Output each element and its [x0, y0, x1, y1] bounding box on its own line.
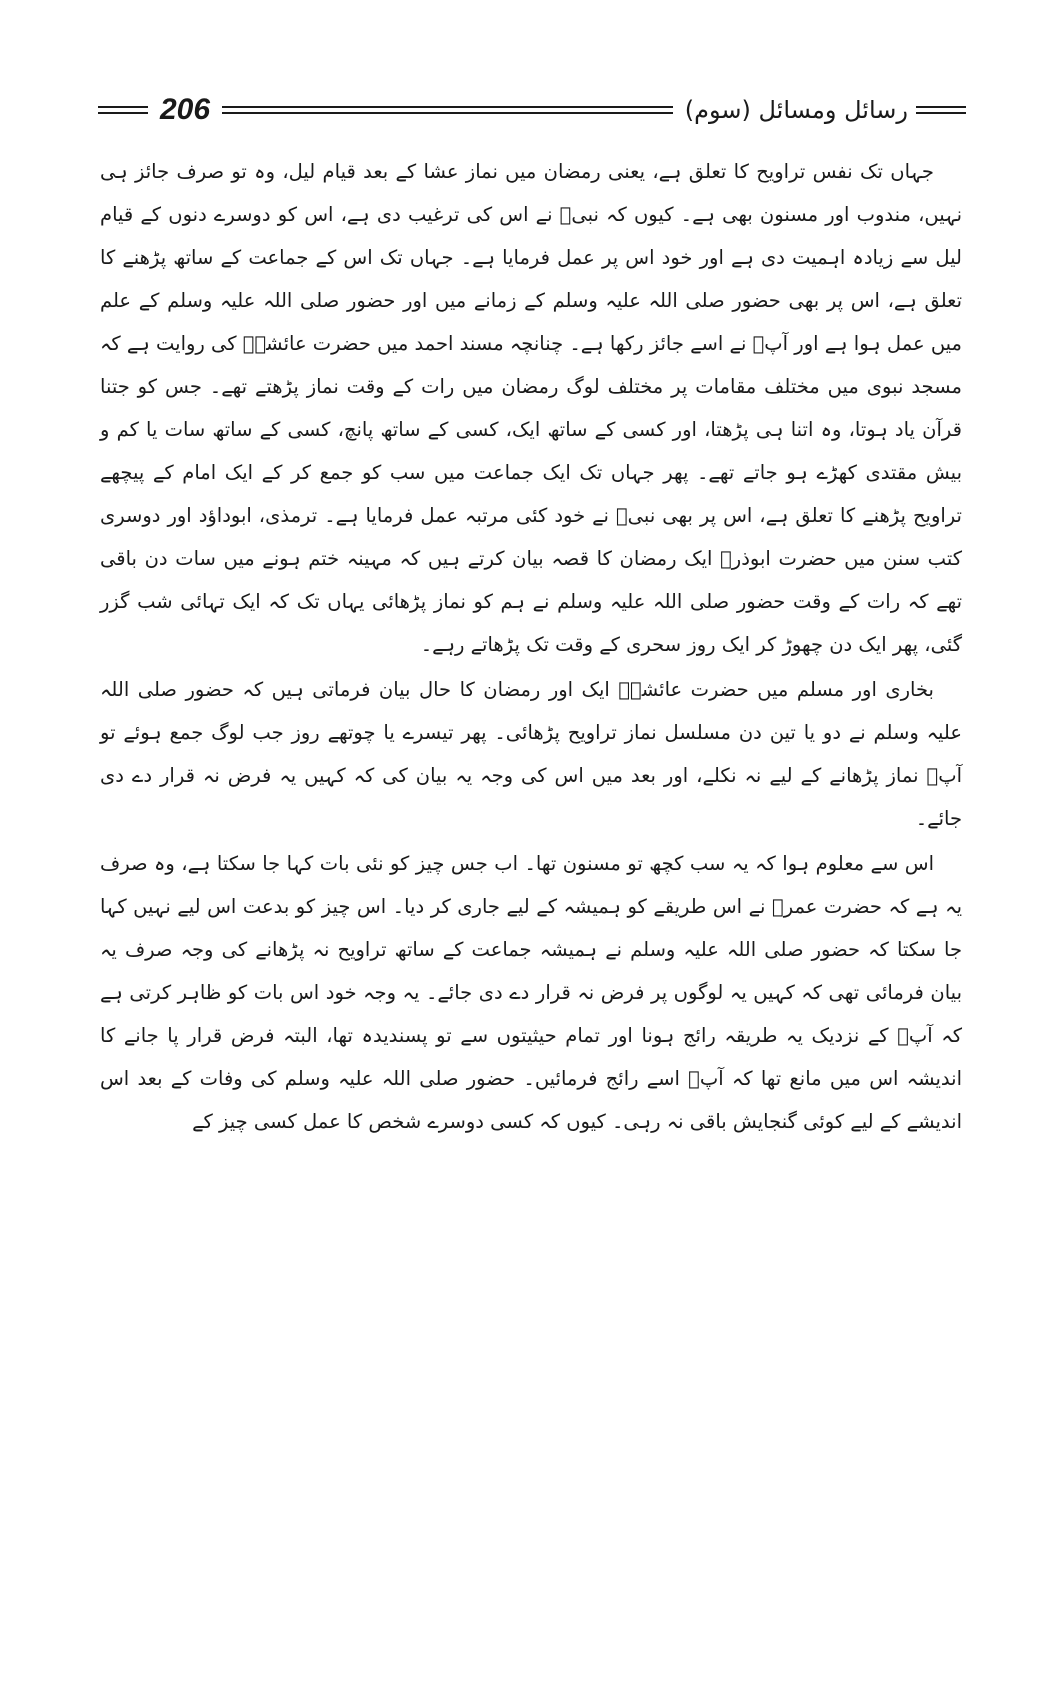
book-title: رسائل ومسائل (سوم) [684, 96, 908, 124]
body-text [100, 150, 962, 1145]
paragraph: اس سے معلوم ہوا کہ یہ سب کچھ تو مسنون تھا۔ اب جس چیز کو نئی بات کہا جا سکتا ہے، وہ صرف یہ ہے کہ حضرت عمرؓ نے اس طریقے کو ہمیشہ کے لیے جاری کر دیا۔ اس چیز کو بدعت اس لیے نہیں کہا جا سکتا کہ حضور صلی اللہ علیہ وسلم نے ہمیشہ جماعت کے ساتھ تراویح نہ پڑھانے کی وجہ صرف یہ بیان فرمائی تھی کہ کہیں یہ لوگوں پر فرض نہ قرار دے دی جائے۔ یہ وجہ خود اس بات کو ظاہر کرتی ہے کہ آپؐ کے نزدیک یہ طریقہ رائج ہونا اور تمام حیثیتوں سے تو پسندیدہ تھا، البتہ فرض قرار پا جانے کا اندیشہ اس میں مانع تھا کہ آپؐ اسے رائج فرمائیں۔ حضور صلی اللہ علیہ وسلم کی وفات کے بعد اس اندیشے کے لیے کوئی گنجایش باقی نہ رہی۔ کیوں کہ کسی دوسرے شخص کا عمل کسی چیز کے [100, 852, 962, 1133]
page-number: 206 [160, 93, 211, 126]
paragraph: بخاری اور مسلم میں حضرت عائشہؓ ایک اور رمضان کا حال بیان فرماتی ہیں کہ حضور صلی اللہ علیہ وسلم نے دو یا تین دن مسلسل نماز تراویح پڑھائی۔ پھر تیسرے یا چوتھے روز جب لوگ جمع ہوئے تو آپؐ نماز پڑھانے کے لیے نہ نکلے، اور بعد میں اس کی وجہ یہ بیان کی کہ کہیں یہ فرض نہ قرار دے دی جائے۔ [100, 678, 962, 830]
header-rule-left [98, 106, 148, 114]
header-rule-right [916, 106, 966, 114]
header-rule-middle [222, 106, 673, 114]
page-header [98, 88, 966, 132]
paragraph: جہاں تک نفس تراویح کا تعلق ہے، یعنی رمضان میں نماز عشا کے بعد قیام لیل، وہ تو صرف جائز ہی نہیں، مندوب اور مسنون بھی ہے۔ کیوں کہ نبیؐ نے اس کی ترغیب دی ہے، اس کو دوسرے دنوں کے قیام لیل سے زیادہ اہمیت دی ہے اور خود اس پر عمل فرمایا ہے۔ جہاں تک اس کے جماعت کے ساتھ پڑھنے کا تعلق ہے، اس پر بھی حضور صلی اللہ علیہ وسلم کے زمانے میں اور حضور صلی اللہ علیہ وسلم کے علم میں عمل ہوا ہے اور آپؐ نے اسے جائز رکھا ہے۔ چنانچہ مسند احمد میں حضرت عائشہؓ کی روایت ہے کہ مسجد نبوی میں مختلف مقامات پر مختلف لوگ رمضان میں رات کے وقت نماز پڑھتے تھے۔ جس کو جتنا قرآن یاد ہوتا، وہ اتنا ہی پڑھتا، اور کسی کے ساتھ ایک، کسی کے ساتھ پانچ، کسی کے ساتھ سات یا کم و بیش مقتدی کھڑے ہو جاتے تھے۔ پھر جہاں تک ایک جماعت میں سب کو جمع کر کے ایک امام کے پیچھے تراویح پڑھنے کا تعلق ہے، اس پر بھی نبیؐ نے خود کئی مرتبہ عمل فرمایا ہے۔ ترمذی، ابوداؤد اور دوسری کتب سنن میں حضرت ابوذرؓ ایک رمضان کا قصہ بیان کرتے ہیں کہ مہینہ ختم ہونے میں سات دن باقی تھے کہ رات کے وقت حضور صلی اللہ علیہ وسلم نے ہم کو نماز پڑھائی یہاں تک کہ ایک تہائی شب گزر گئی، پھر ایک دن چھوڑ کر ایک روز سحری کے وقت تک پڑھاتے رہے۔ [100, 160, 962, 656]
